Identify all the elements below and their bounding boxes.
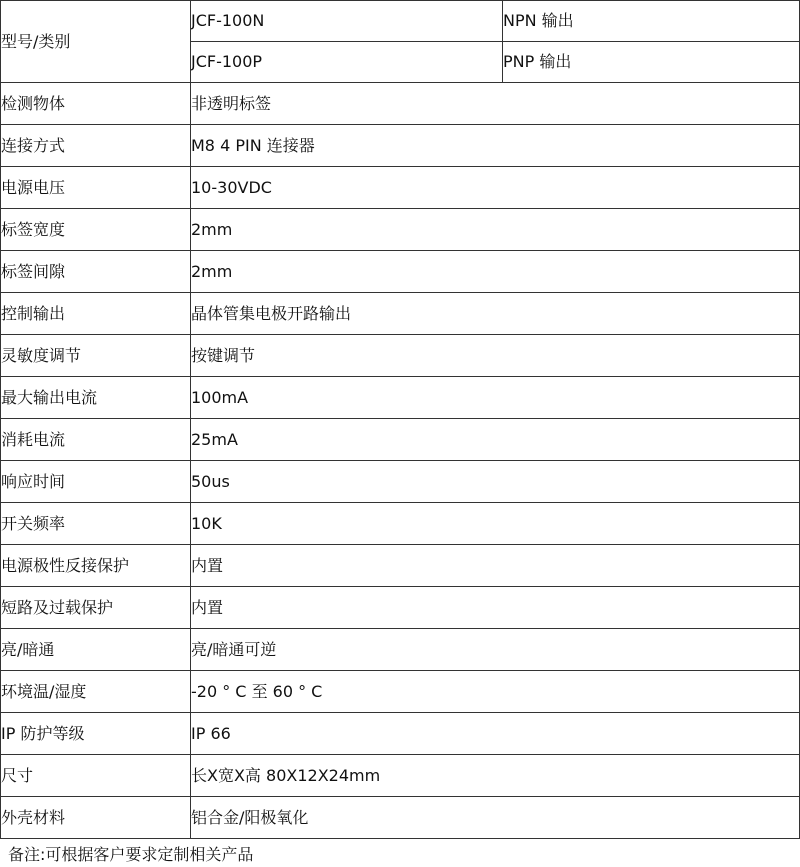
- spec-label: 环境温/湿度: [1, 671, 191, 713]
- spec-value: 10K: [191, 503, 800, 545]
- table-row: [1, 587, 800, 629]
- spec-label: 检测物体: [1, 83, 191, 125]
- spec-value: 内置: [191, 587, 800, 629]
- spec-label: 尺寸: [1, 755, 191, 797]
- spec-label: 控制输出: [1, 293, 191, 335]
- spec-value: 100mA: [191, 377, 800, 419]
- spec-value: 铝合金/阳极氧化: [191, 797, 800, 839]
- spec-value: 晶体管集电极开路输出: [191, 293, 800, 335]
- table-row: [1, 419, 800, 461]
- table-row: [1, 83, 800, 125]
- table-row: [1, 125, 800, 167]
- table-row: [1, 545, 800, 587]
- table-row: [1, 461, 800, 503]
- spec-value: 50us: [191, 461, 800, 503]
- table-row: [1, 713, 800, 755]
- table-row: [1, 209, 800, 251]
- spec-value: 2mm: [191, 251, 800, 293]
- model-name-cell: JCF-100P: [191, 42, 503, 83]
- table-row: [1, 755, 800, 797]
- spec-label: 电源电压: [1, 167, 191, 209]
- spec-label: 最大输出电流: [1, 377, 191, 419]
- table-row: [1, 167, 800, 209]
- spec-label: 电源极性反接保护: [1, 545, 191, 587]
- output-type-cell: PNP 输出: [503, 42, 800, 83]
- spec-value: 非透明标签: [191, 83, 800, 125]
- spec-label: 外壳材料: [1, 797, 191, 839]
- model-name-cell: JCF-100N: [191, 1, 503, 42]
- spec-value: 25mA: [191, 419, 800, 461]
- spec-label: 标签宽度: [1, 209, 191, 251]
- spec-value: 长X宽X高 80X12X24mm: [191, 755, 800, 797]
- spec-value: M8 4 PIN 连接器: [191, 125, 800, 167]
- table-row: [1, 377, 800, 419]
- output-type-cell: NPN 输出: [503, 1, 800, 42]
- table-row: [1, 293, 800, 335]
- table-row: [1, 629, 800, 671]
- spec-value: -20 ° C 至 60 ° C: [191, 671, 800, 713]
- spec-label: 开关频率: [1, 503, 191, 545]
- table-row: [1, 335, 800, 377]
- spec-value: 内置: [191, 545, 800, 587]
- table-row: [1, 503, 800, 545]
- spec-label: 亮/暗通: [1, 629, 191, 671]
- table-row-model-1: [1, 1, 800, 42]
- spec-label: 连接方式: [1, 125, 191, 167]
- spec-value: 10-30VDC: [191, 167, 800, 209]
- table-row: [1, 797, 800, 839]
- spec-label: 消耗电流: [1, 419, 191, 461]
- spec-value: 亮/暗通可逆: [191, 629, 800, 671]
- footnote: 备注:可根据客户要求定制相关产品: [8, 845, 254, 864]
- spec-value: IP 66: [191, 713, 800, 755]
- spec-value: 2mm: [191, 209, 800, 251]
- spec-label: IP 防护等级: [1, 713, 191, 755]
- spec-label: 响应时间: [1, 461, 191, 503]
- table-row: [1, 251, 800, 293]
- spec-value: 按键调节: [191, 335, 800, 377]
- spec-label: 标签间隙: [1, 251, 191, 293]
- model-type-label: 型号/类别: [1, 1, 191, 83]
- spec-label: 灵敏度调节: [1, 335, 191, 377]
- spec-label: 短路及过载保护: [1, 587, 191, 629]
- table-row: [1, 671, 800, 713]
